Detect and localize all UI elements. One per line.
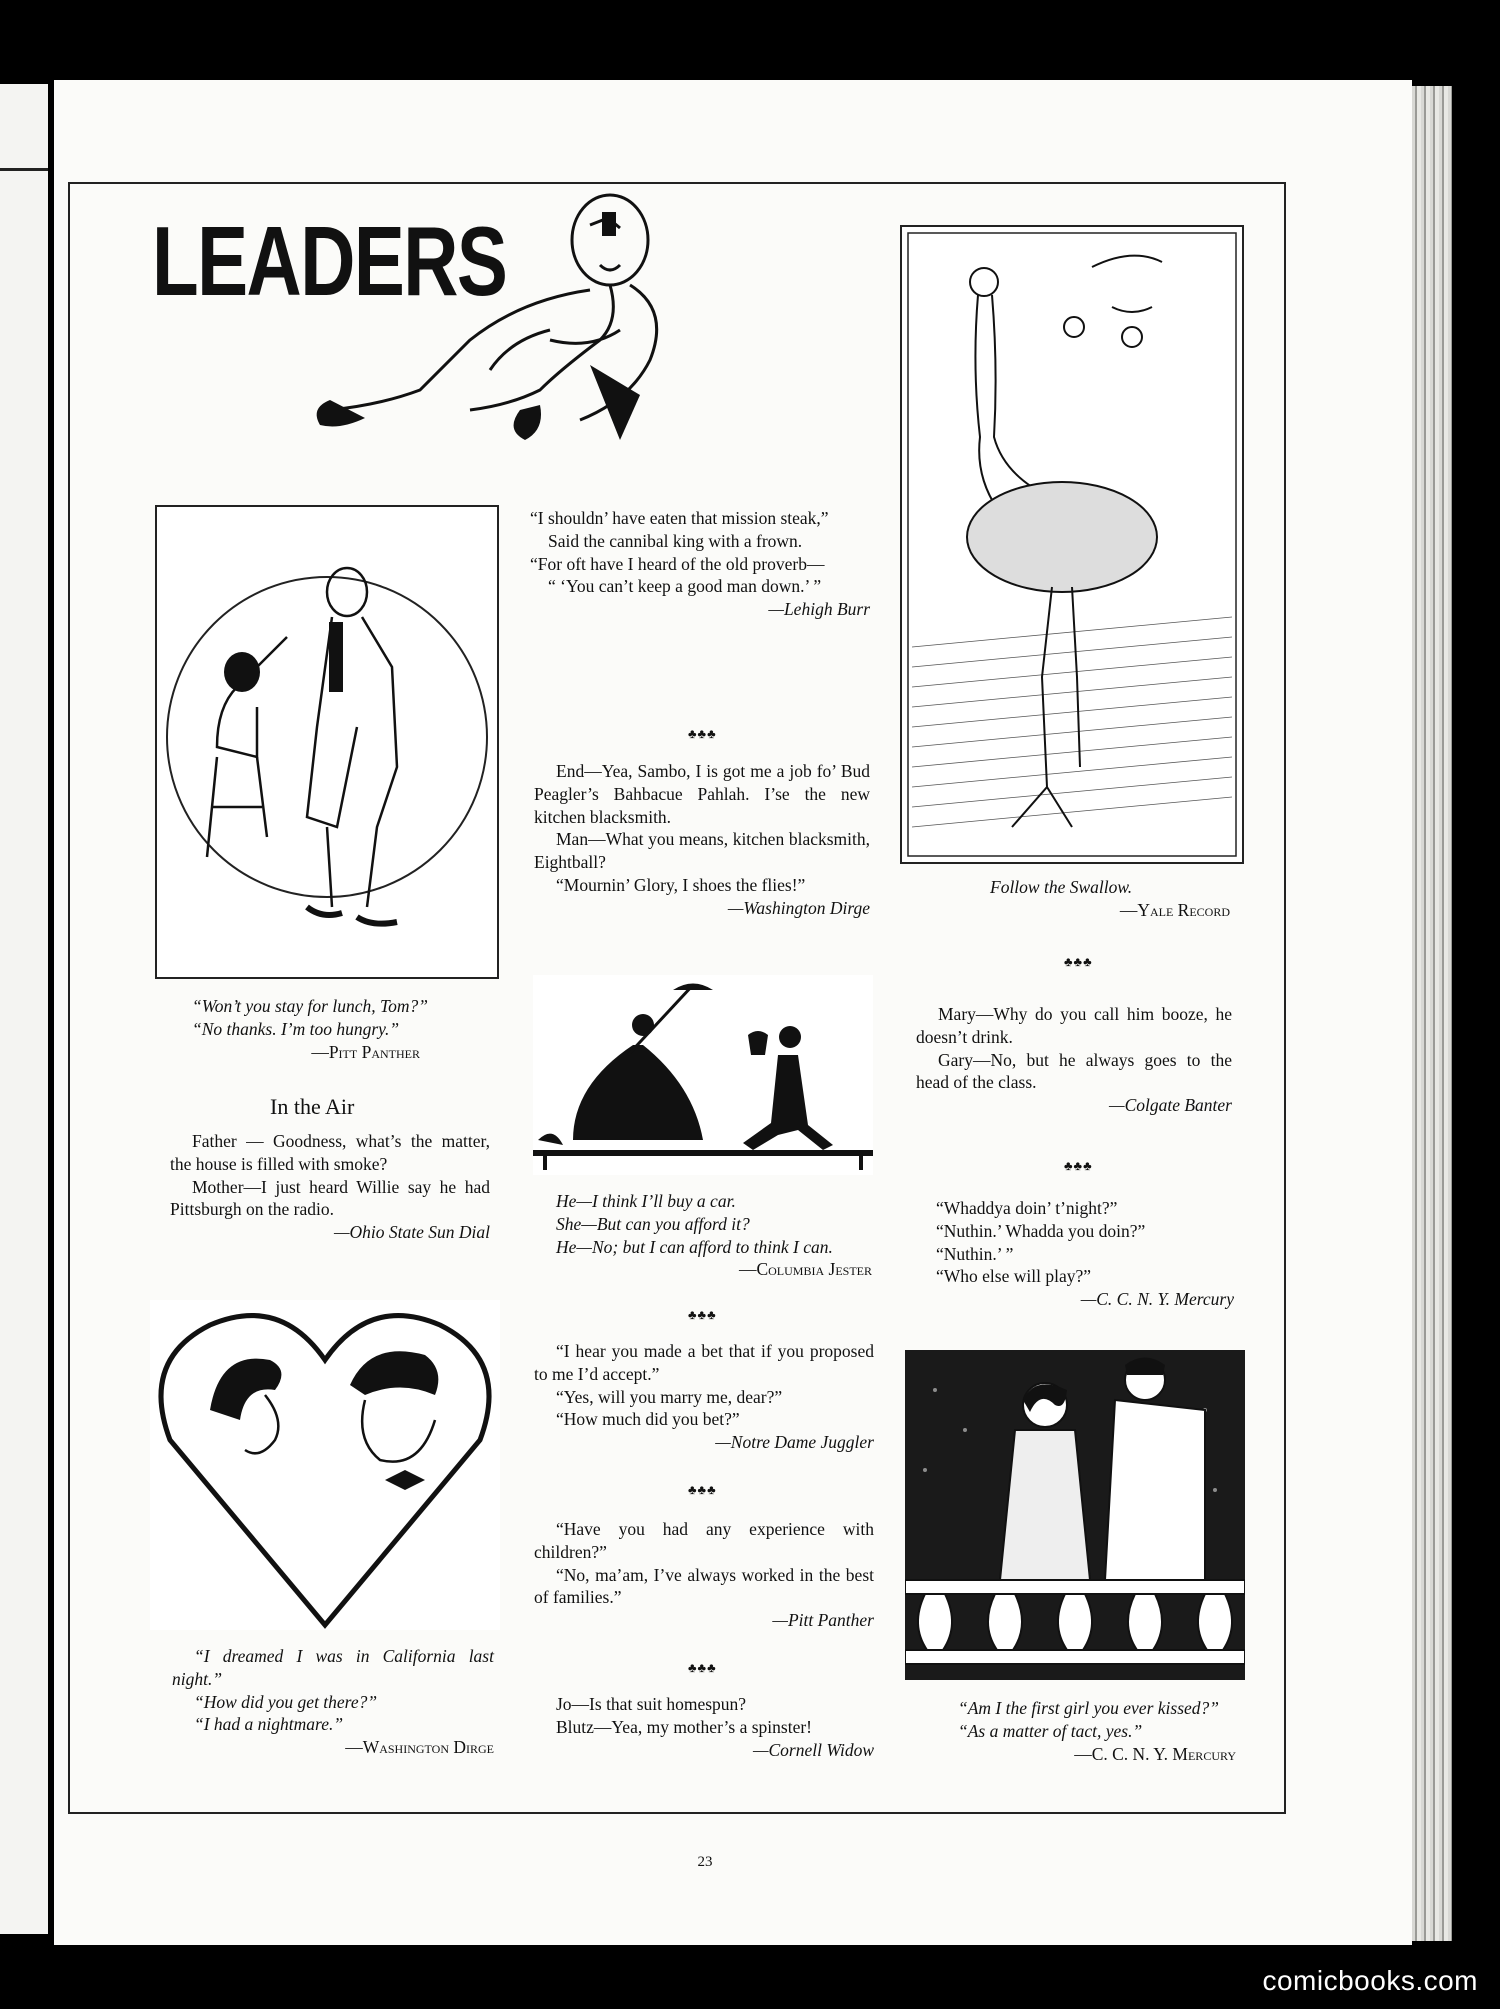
joke-source: —Ohio State Sun Dial	[333, 1222, 490, 1242]
joke-line: He—I think I’ll buy a car.	[556, 1191, 736, 1211]
ornament: ♣♣♣	[688, 726, 717, 741]
joke-whaddya	[936, 1197, 1234, 1311]
joke-line: “Yes, will you marry me, dear?”	[556, 1386, 783, 1407]
joke-line: “Nuthin.’ ”	[936, 1243, 1014, 1264]
caption-california	[172, 1645, 494, 1759]
title-illustration	[290, 190, 720, 460]
left-page-edge	[0, 84, 48, 1934]
joke-jo	[534, 1693, 874, 1761]
joke-source: —Lehigh Burr	[768, 599, 870, 619]
joke-line: “Whaddya doin’ t’night?”	[936, 1198, 1118, 1218]
joke-line: “Mournin’ Glory, I shoes the flies!”	[556, 874, 806, 895]
page-edges	[1412, 86, 1452, 1941]
joke-line: Jo—Is that suit homespun?	[556, 1694, 747, 1714]
illustration-lunch	[155, 505, 499, 979]
joke-source: —Washington Dirge	[345, 1737, 494, 1757]
illustration-heart	[150, 1300, 500, 1630]
joke-line: Said the cannibal king with a frown.	[548, 530, 803, 551]
joke-source: —Pitt Panther	[311, 1041, 420, 1062]
joke-source: —C. C. N. Y. Mercury	[1080, 1289, 1234, 1309]
ornament: ♣♣♣	[688, 1660, 717, 1675]
left-page-rule	[0, 168, 48, 171]
joke-line: “Nuthin.’ Whadda you doin?”	[936, 1220, 1146, 1241]
joke-source: —Cornell Widow	[752, 1739, 874, 1760]
joke-source: —Columbia Jester	[738, 1259, 872, 1280]
joke-line: “How did you get there?”	[194, 1691, 378, 1712]
joke-line: “Have you had any experience with children?”	[534, 1519, 874, 1562]
joke-line: She—But can you afford it?	[556, 1213, 750, 1234]
joke-line: “Am I the first girl you ever kissed?”	[958, 1698, 1220, 1718]
joke-line: “Who else will play?”	[936, 1266, 1092, 1287]
ornament: ♣♣♣	[688, 1482, 717, 1497]
joke-line: “I dreamed I was in California last night.”	[172, 1646, 494, 1689]
joke-line: Mother—I just heard Willie say he had Pittsburgh on the radio.	[170, 1176, 490, 1220]
joke-source: —Pitt Panther	[772, 1610, 874, 1630]
joke-bet	[534, 1340, 874, 1454]
page-number: 23	[697, 1854, 713, 1870]
joke-mary	[916, 1003, 1232, 1117]
illustration-ostrich	[900, 225, 1244, 864]
watermark: comicbooks.com	[1262, 1965, 1478, 1996]
joke-experience	[534, 1518, 874, 1632]
joke-line: Follow the Swallow.	[990, 877, 1133, 897]
joke-line: “ ‘You can’t keep a good man down.’ ”	[548, 576, 822, 597]
joke-line: “As a matter of tact, yes.”	[958, 1720, 1143, 1741]
ornament: ♣♣♣	[688, 1307, 717, 1322]
joke-line: Blutz—Yea, my mother’s a spinster!	[556, 1716, 812, 1737]
joke-line: Gary—No, but he always goes to the head of the class.	[916, 1049, 1232, 1093]
joke-sambo	[534, 760, 870, 919]
caption-swallow	[990, 876, 1230, 922]
joke-line: Mary—Why do you call him booze, he doesn’t drink.	[916, 1004, 1232, 1047]
caption-car	[534, 1190, 872, 1281]
joke-line: “For oft have I heard of the old proverb—	[530, 553, 825, 574]
joke-line: Man—What you means, kitchen blacksmith, Eightball?	[534, 829, 870, 872]
joke-line: “Won’t you stay for lunch, Tom?”	[192, 996, 428, 1016]
caption-lunch	[170, 995, 490, 1063]
joke-father	[170, 1130, 490, 1244]
page-title: LEADERS	[152, 206, 507, 316]
ornament: ♣♣♣	[1064, 1158, 1093, 1173]
joke-line: “I had a nightmare.”	[194, 1714, 344, 1735]
joke-line: “How much did you bet?”	[556, 1409, 740, 1430]
joke-source: —C. C. N. Y. Mercury	[1074, 1743, 1236, 1764]
joke-line: End—Yea, Sambo, I is got me a job fo’ Bud Peagler’s Bahbacue Pahlah. I’se the new kitchen blacksmith.	[534, 761, 870, 827]
joke-line: “I hear you made a bet that if you proposed to me I’d accept.”	[534, 1341, 874, 1384]
joke-source: —Colgate Banter	[1109, 1095, 1232, 1115]
illustration-silhouette	[533, 975, 873, 1175]
joke-source: —Washington Dirge	[727, 897, 870, 918]
joke-line: Father — Goodness, what’s the matter, the house is filled with smoke?	[170, 1131, 490, 1174]
joke-line: “No, ma’am, I’ve always worked in the best of families.”	[534, 1564, 874, 1608]
joke-line: “I shouldn’ have eaten that mission steak,”	[530, 508, 829, 528]
joke-source: —Notre Dame Juggler	[715, 1432, 874, 1452]
joke-cannibal	[530, 507, 870, 621]
caption-kissed	[936, 1697, 1236, 1765]
illustration-balcony	[905, 1350, 1245, 1680]
joke-line: He—No; but I can afford to think I can.	[556, 1236, 833, 1257]
joke-line: “No thanks. I’m too hungry.”	[192, 1018, 400, 1039]
heading-in-the-air: In the Air	[270, 1094, 355, 1119]
ornament: ♣♣♣	[1064, 954, 1093, 969]
joke-source: —Yale Record	[1119, 899, 1230, 920]
